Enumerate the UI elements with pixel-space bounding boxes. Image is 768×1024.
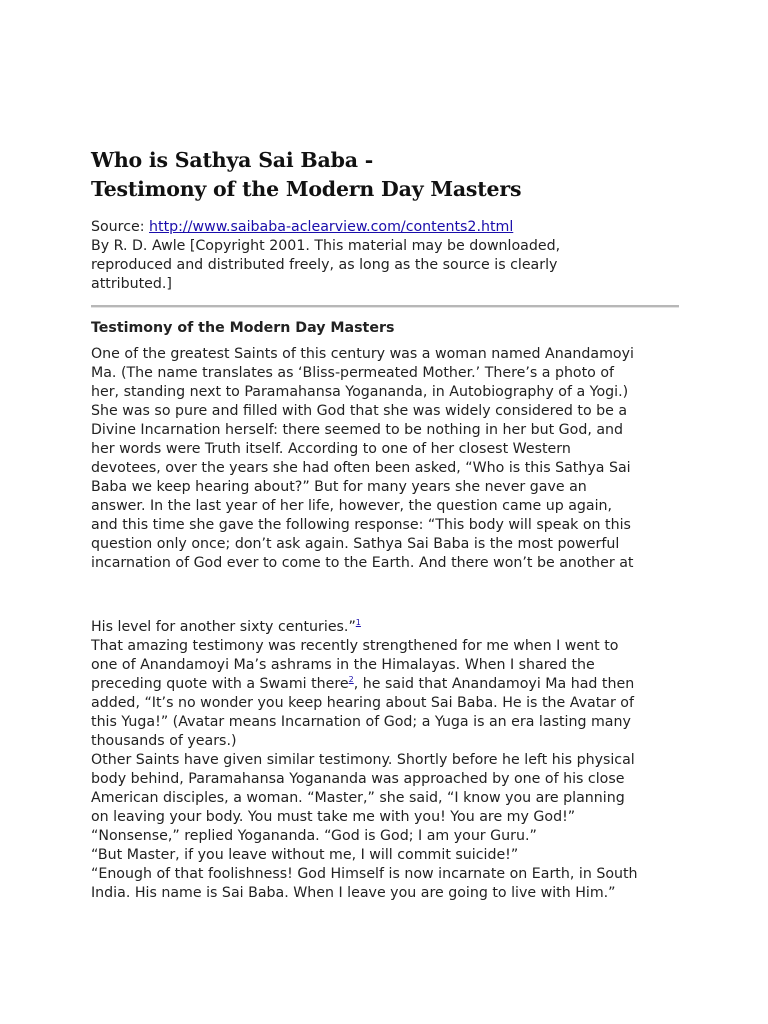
paragraph-line: Divine Incarnation herself: there seemed to be nothing in her but God, and bbox=[91, 422, 624, 438]
continuation-text: preceding quote with a Swami there bbox=[91, 676, 349, 692]
continuation-text: , he said that Anandamoyi Ma had then bbox=[353, 676, 635, 692]
paragraph-line: One of the greatest Saints of this century was a woman named Anandamoyi bbox=[91, 346, 634, 362]
paragraph-line: question only once; don’t ask again. Sathya Sai Baba is the most powerful bbox=[91, 536, 620, 552]
title-line-2: Testimony of the Modern Day Masters bbox=[91, 177, 522, 201]
paragraph-line: added, “It’s no wonder you keep hearing about Sai Baba. He is the Avatar of bbox=[91, 695, 634, 711]
paragraph-line: body behind, Paramahansa Yogananda was approached by one of his close bbox=[91, 771, 625, 787]
byline-line: By R. D. Awle [Copyright 2001. This material may be downloaded, bbox=[91, 238, 561, 254]
paragraph-line: and this time she gave the following response: “This body will speak on this bbox=[91, 517, 631, 533]
paragraph-line bbox=[91, 618, 691, 637]
paragraph-line: Baba we keep hearing about?” But for many years she never gave an bbox=[91, 479, 587, 495]
paragraph-line: Ma. (The name translates as ‘Bliss-permeated Mother.’ There’s a photo of bbox=[91, 365, 615, 381]
paragraph-line: India. His name is Sai Baba. When I leave you are going to live with Him.” bbox=[91, 885, 616, 901]
source-block bbox=[91, 218, 691, 294]
paragraph-line: her words were Truth itself. According to one of her closest Western bbox=[91, 441, 571, 457]
title-line-1: Who is Sathya Sai Baba - bbox=[91, 148, 374, 172]
footnote-link-1[interactable]: 1 bbox=[355, 618, 361, 627]
continuation-text: His level for another sixty centuries.” bbox=[91, 619, 356, 635]
paragraph-line: incarnation of God ever to come to the Earth. And there won’t be another at bbox=[91, 555, 634, 571]
horizontal-divider bbox=[91, 305, 679, 308]
paragraph-line: Other Saints have given similar testimony. Shortly before he left his physical bbox=[91, 752, 635, 768]
byline-line: reproduced and distributed freely, as long as the source is clearly bbox=[91, 257, 558, 273]
paragraph-line: “But Master, if you leave without me, I will commit suicide!” bbox=[91, 847, 519, 863]
paragraph-line: She was so pure and filled with God that she was widely considered to be a bbox=[91, 403, 628, 419]
byline-line: attributed.] bbox=[91, 276, 172, 292]
paragraph-line: That amazing testimony was recently strengthened for me when I went to bbox=[91, 638, 619, 654]
footnote-link-2[interactable]: 2 bbox=[348, 675, 354, 684]
source-label: Source: bbox=[91, 219, 150, 235]
paragraph-line: “Enough of that foolishness! God Himself is now incarnate on Earth, in South bbox=[91, 866, 638, 882]
paragraph-line: on leaving your body. You must take me with you! You are my God!” bbox=[91, 809, 576, 825]
paragraph-line: thousands of years.) bbox=[91, 733, 237, 749]
paragraph-line: one of Anandamoyi Ma’s ashrams in the Himalayas. When I shared the bbox=[91, 657, 595, 673]
paragraph-line bbox=[91, 675, 691, 694]
page-title bbox=[91, 146, 521, 204]
paragraph-line: “Nonsense,” replied Yogananda. “God is God; I am your Guru.” bbox=[91, 828, 537, 844]
paragraph-line: this Yuga!” (Avatar means Incarnation of God; a Yuga is an era lasting many bbox=[91, 714, 631, 730]
section-heading: Testimony of the Modern Day Masters bbox=[91, 320, 395, 336]
paragraph-anandamoyi bbox=[91, 345, 691, 573]
paragraph-line: answer. In the last year of her life, however, the question came up again, bbox=[91, 498, 613, 514]
paragraph-line: American disciples, a woman. “Master,” she said, “I know you are planning bbox=[91, 790, 625, 806]
source-line bbox=[91, 218, 691, 237]
paragraph-line: her, standing next to Paramahansa Yogananda, in Autobiography of a Yogi.) bbox=[91, 384, 629, 400]
paragraph-continuation bbox=[91, 618, 691, 903]
paragraph-line: devotees, over the years she had often been asked, “Who is this Sathya Sai bbox=[91, 460, 631, 476]
source-link[interactable]: http://www.saibaba-aclearview.com/contents2.html bbox=[149, 219, 514, 235]
footnote-ref-1 bbox=[356, 618, 361, 627]
